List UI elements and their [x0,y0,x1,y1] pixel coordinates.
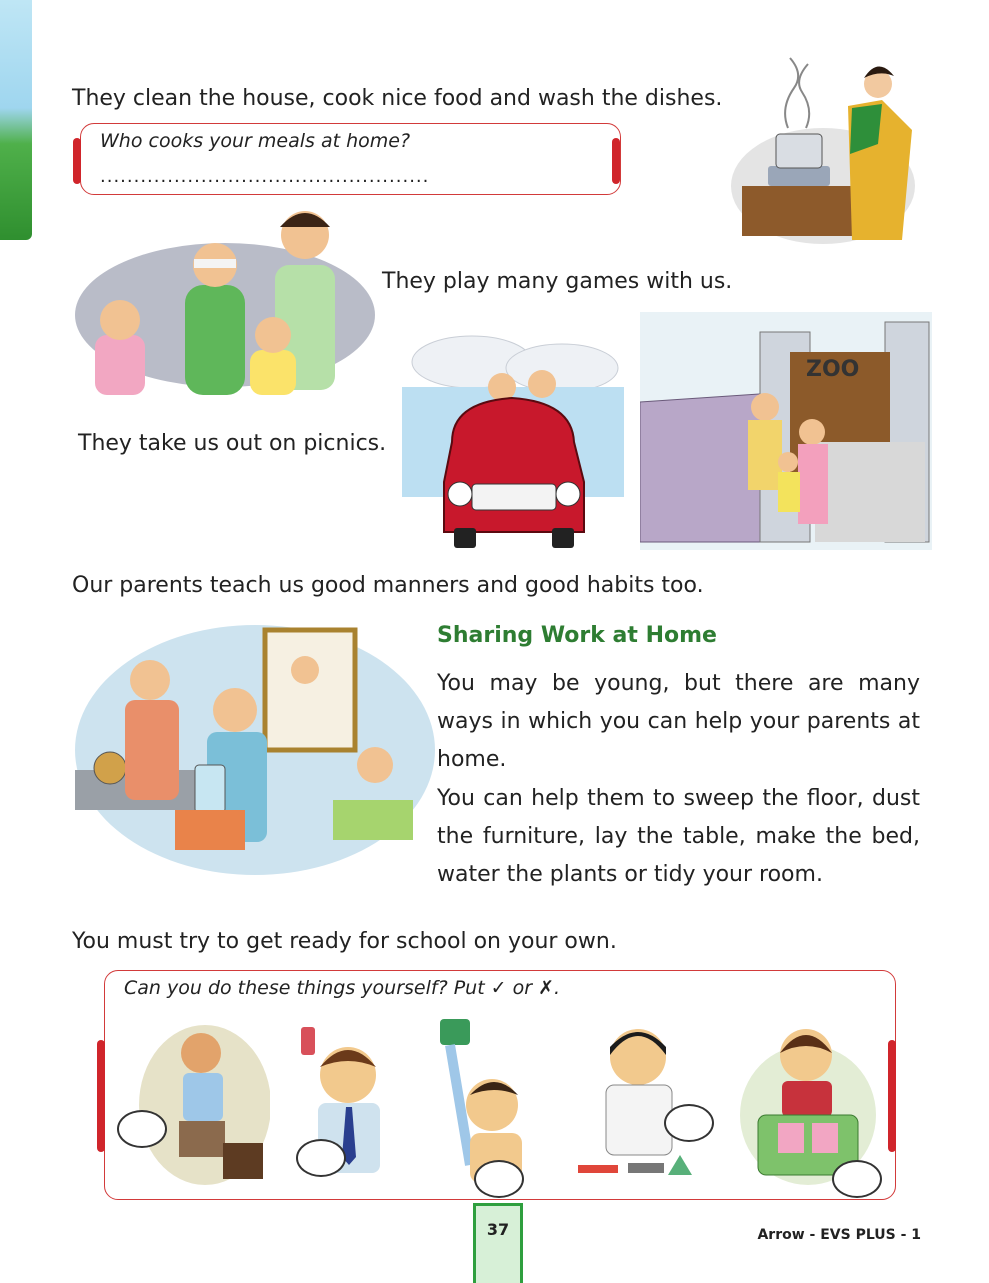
activity-bathing-illustration [410,1015,535,1190]
answer-oval-1[interactable] [117,1110,167,1148]
mother-cooking-illustration [728,36,918,246]
section-paragraph-2: You can help them to sweep the floor, dust the furniture, lay the table, make the bed, water the plants or tidy your room. [437,786,920,887]
text-line-games: They play many games with us. [382,269,733,294]
text-line-manners: Our parents teach us good manners and good habits too. [72,573,704,598]
activity-dressing-illustration [568,1015,718,1185]
activity-box-left-tab [97,1040,105,1152]
answer-oval-4[interactable] [664,1104,714,1142]
family-playing-illustration [70,205,380,395]
page-number-tab [473,1203,523,1283]
answer-oval-3[interactable] [474,1160,524,1198]
family-at-zoo-illustration [640,312,932,550]
text-line-clean-house: They clean the house, cook nice food and wash the dishes. [72,86,723,111]
page-edge-decoration [0,0,32,240]
answer-oval-5[interactable] [832,1160,882,1198]
text-line-school: You must try to get ready for school on your own. [72,929,617,954]
page-number: 37 [486,1220,510,1239]
question-box-right-tab [612,138,620,184]
answer-line: ................................................. [100,166,430,187]
question-box-left-tab [73,138,81,184]
question-meals: Who cooks your meals at home? [100,130,411,152]
activity-box-right-tab [888,1040,896,1152]
answer-oval-2[interactable] [296,1139,346,1177]
zoo-sign-text: ZOO [806,357,860,382]
text-line-picnics: They take us out on picnics. [78,431,387,456]
question-activities: Can you do these things yourself? Put ✓ or ✗. [124,977,561,999]
book-title-footer: Arrow - EVS PLUS - 1 [757,1227,921,1243]
section-paragraph-1: You may be young, but there are many ways in which you can help your parents at home. [437,671,920,772]
family-sharing-work-illustration [75,620,440,888]
family-car-picnic-illustration [402,332,624,554]
activity-polishing-shoes-illustration [135,1015,270,1185]
section-heading: Sharing Work at Home [437,623,717,648]
